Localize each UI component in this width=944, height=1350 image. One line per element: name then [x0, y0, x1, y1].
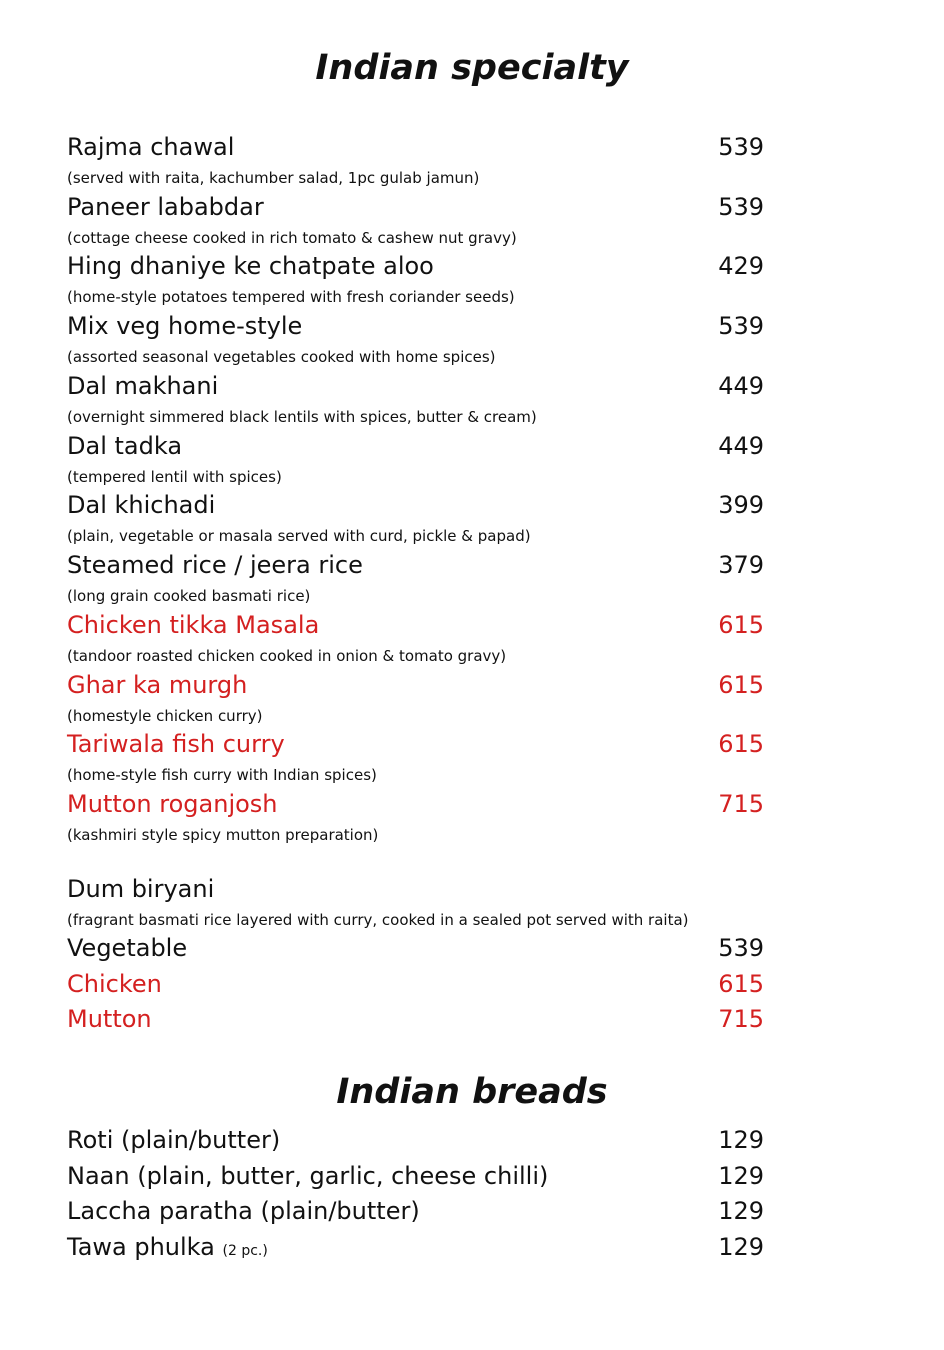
biryani-variant-name-non-veg: Mutton [67, 1005, 152, 1033]
menu-item-price-non-veg: 615 [718, 730, 764, 758]
menu-item-price: 449 [718, 432, 764, 460]
menu-item-description: (cottage cheese cooked in rich tomato & cashew nut gravy) [67, 229, 517, 247]
menu-item-price: 429 [718, 252, 764, 280]
menu-item-price: 379 [718, 551, 764, 579]
menu-item-price: 449 [718, 372, 764, 400]
biryani-variant-price: 539 [718, 934, 764, 962]
biryani-variant-name: Vegetable [67, 934, 188, 962]
menu-item-price-non-veg: 615 [718, 611, 764, 639]
section-title-indian-breads: Indian breads [336, 1072, 608, 1112]
menu-item-price-non-veg: 715 [718, 790, 764, 818]
menu-item-description: (home-style fish curry with Indian spices) [67, 766, 377, 784]
bread-item-name: Naan (plain, butter, garlic, cheese chilli) [67, 1162, 549, 1190]
menu-item-name: Paneer lababdar [67, 193, 264, 221]
menu-item-price-non-veg: 615 [718, 671, 764, 699]
menu-item-name: Dal khichadi [67, 491, 216, 519]
menu-item-description: (plain, vegetable or masala served with curd, pickle & papad) [67, 527, 531, 545]
menu-item-name: Steamed rice / jeera rice [67, 551, 363, 579]
biryani-variant-name-non-veg: Chicken [67, 970, 162, 998]
menu-item-price: 399 [718, 491, 764, 519]
menu-item-name: Dal tadka [67, 432, 183, 460]
menu-item-description: (homestyle chicken curry) [67, 707, 263, 725]
menu-item-description: (assorted seasonal vegetables cooked with home spices) [67, 348, 496, 366]
bread-item-price: 129 [718, 1197, 764, 1225]
bread-item-price: 129 [718, 1233, 764, 1261]
menu-item-description: (tempered lentil with spices) [67, 468, 282, 486]
menu-item-price: 539 [718, 133, 764, 161]
bread-item-name: Laccha paratha (plain/butter) [67, 1197, 420, 1225]
menu-item-description: (kashmiri style spicy mutton preparation) [67, 826, 379, 844]
biryani-title: Dum biryani [67, 875, 215, 903]
bread-item-name [67, 1233, 268, 1265]
bread-item-price: 129 [718, 1162, 764, 1190]
menu-item-name: Hing dhaniye ke chatpate aloo [67, 252, 434, 280]
menu-item-description: (served with raita, kachumber salad, 1pc gulab jamun) [67, 169, 480, 187]
menu-item-name-non-veg: Chicken tikka Masala [67, 611, 320, 639]
biryani-description: (fragrant basmati rice layered with curry, cooked in a sealed pot served with raita) [67, 911, 689, 929]
menu-item-description: (overnight simmered black lentils with spices, butter & cream) [67, 408, 537, 426]
menu-item-description: (tandoor roasted chicken cooked in onion & tomato gravy) [67, 647, 507, 665]
bread-item-name: Roti (plain/butter) [67, 1126, 281, 1154]
menu-item-name-non-veg: Mutton roganjosh [67, 790, 278, 818]
biryani-variant-price-non-veg: 715 [718, 1005, 764, 1033]
menu-item-name: Mix veg home-style [67, 312, 303, 340]
menu-item-description: (home-style potatoes tempered with fresh coriander seeds) [67, 288, 515, 306]
menu-item-name-non-veg: Ghar ka murgh [67, 671, 248, 699]
menu-item-description: (long grain cooked basmati rice) [67, 587, 311, 605]
bread-item-label: Tawa phulka [67, 1233, 215, 1261]
menu-item-name-non-veg: Tariwala fish curry [67, 730, 285, 758]
menu-item-price: 539 [718, 312, 764, 340]
bread-item-quantity-note: (2 pc.) [222, 1243, 268, 1259]
biryani-variant-price-non-veg: 615 [718, 970, 764, 998]
menu-item-name: Rajma chawal [67, 133, 235, 161]
menu-item-price: 539 [718, 193, 764, 221]
bread-item-price: 129 [718, 1126, 764, 1154]
section-title-indian-specialty: Indian specialty [315, 48, 629, 88]
menu-item-name: Dal makhani [67, 372, 219, 400]
